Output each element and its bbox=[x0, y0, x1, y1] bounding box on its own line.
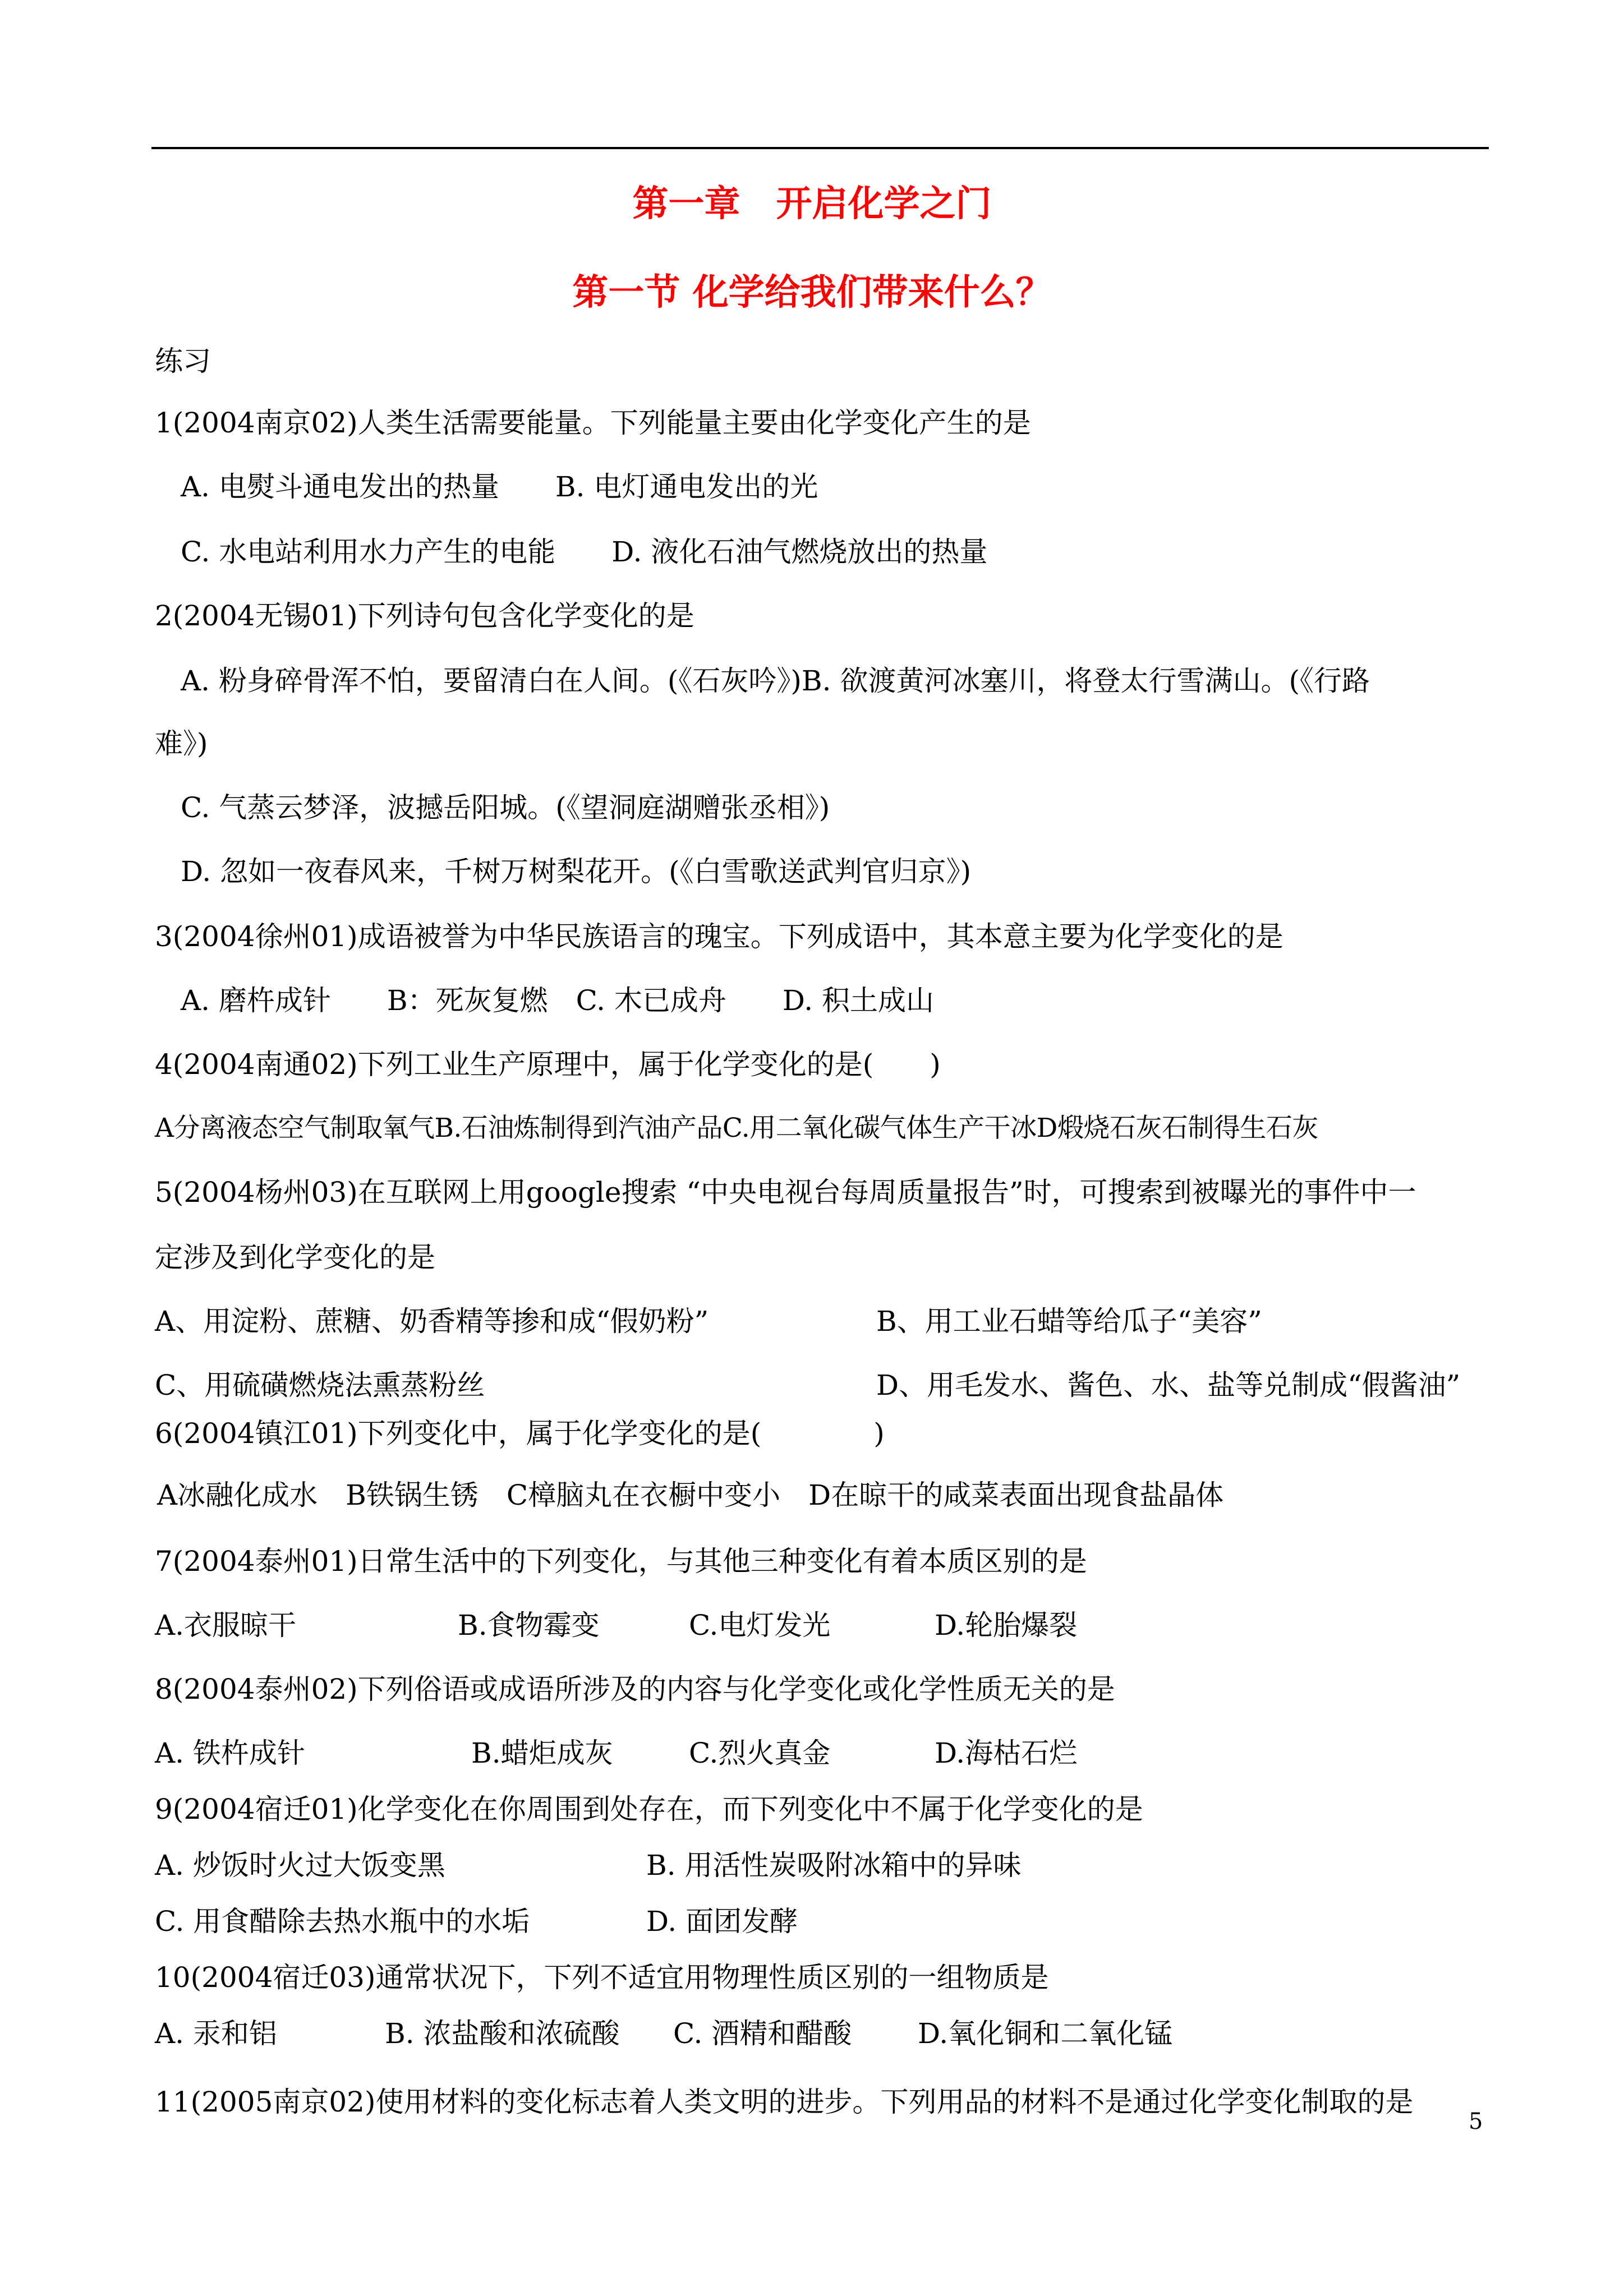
q8-option-b: B.蜡炬成灰 bbox=[471, 1737, 613, 1769]
q5-stem: 5(2004杨州03)在互联网上用google搜索 “中央电视台每周质量报告”时，可搜索到被曝光的事件中一 bbox=[155, 1176, 1416, 1209]
q4-options-line1: A分离液态空气制取氧气B.石油炼制得到汽油产品C.用二氧化碳气体生产干冰D煅烧石灰石制得生石灰 bbox=[155, 1113, 1318, 1144]
q5-option-a: A、用淀粉、蔗糖、奶香精等掺和成“假奶粉” bbox=[155, 1305, 709, 1338]
q10-option-a: A. 汞和铝 bbox=[155, 2017, 277, 2050]
chapter-title: 第一章 开启化学之门 bbox=[632, 183, 992, 225]
header-rule bbox=[151, 147, 1489, 149]
q8-option-c: C.烈火真金 bbox=[689, 1737, 831, 1769]
q7-stem: 7(2004泰州01)日常生活中的下列变化，与其他三种变化有着本质区别的是 bbox=[155, 1545, 1087, 1578]
q11-stem: 11(2005南京02)使用材料的变化标志着人类文明的进步。下列用品的材料不是通过化学变化制取的是 bbox=[155, 2086, 1414, 2118]
q2-stem: 2(2004无锡01)下列诗句包含化学变化的是 bbox=[155, 600, 694, 632]
q7-option-d: D.轮胎爆裂 bbox=[935, 1609, 1078, 1642]
q9-option-c: C. 用食醋除去热水瓶中的水垢 bbox=[155, 1905, 530, 1938]
q2-options-line1: A. 粉身碎骨浑不怕，要留清白在人间。(《石灰吟》)B. 欲渡黄河冰塞川，将登太行雪满山。(《行路 bbox=[181, 665, 1370, 697]
q7-option-c: C.电灯发光 bbox=[689, 1609, 831, 1642]
q8-option-a: A. 铁杵成针 bbox=[155, 1737, 305, 1769]
q10-stem: 10(2004宿迁03)通常状况下，下列不适宜用物理性质区别的一组物质是 bbox=[155, 1961, 1049, 1994]
q4-stem: 4(2004南通02)下列工业生产原理中，属于化学变化的是( ) bbox=[155, 1048, 941, 1081]
q10-option-b: B. 浓盐酸和浓硫酸 bbox=[385, 2017, 620, 2050]
q1-options-line1: A. 电熨斗通电发出的热量 B. 电灯通电发出的光 bbox=[181, 471, 818, 503]
q5-option-b: B、用工业石蜡等给瓜子“美容” bbox=[876, 1305, 1262, 1338]
q5-option-c: C、用硫磺燃烧法熏蒸粉丝 bbox=[155, 1369, 485, 1401]
q8-stem: 8(2004泰州02)下列俗语或成语所涉及的内容与化学变化或化学性质无关的是 bbox=[155, 1673, 1115, 1705]
q2-options-line1-cont: 难》) bbox=[155, 727, 208, 760]
q3-stem: 3(2004徐州01)成语被誉为中华民族语言的瑰宝。下列成语中，其本意主要为化学变化的是 bbox=[155, 920, 1283, 953]
q9-stem: 9(2004宿迁01)化学变化在你周围到处存在，而下列变化中不属于化学变化的是 bbox=[155, 1793, 1143, 1825]
q1-stem: 1(2004南京02)人类生活需要能量。下列能量主要由化学变化产生的是 bbox=[155, 407, 1031, 439]
q5-stem-cont: 定涉及到化学变化的是 bbox=[155, 1241, 435, 1274]
q7-option-b: B.食物霉变 bbox=[458, 1609, 600, 1642]
q6-options-line1: A冰融化成水 B铁锅生锈 C樟脑丸在衣橱中变小 D在晾干的咸菜表面出现食盐晶体 bbox=[157, 1479, 1224, 1511]
q2-options-line2: C. 气蒸云梦泽，波撼岳阳城。(《望洞庭湖赠张丞相》) bbox=[181, 791, 830, 824]
section-title: 第一节 化学给我们带来什么？ bbox=[572, 271, 1052, 313]
q1-options-line2: C. 水电站利用水力产生的电能 D. 液化石油气燃烧放出的热量 bbox=[181, 536, 988, 568]
q8-option-d: D.海枯石烂 bbox=[935, 1737, 1078, 1769]
q5-option-d: D、用毛发水、酱色、水、盐等兑制成“假酱油” bbox=[876, 1369, 1461, 1401]
q9-option-d: D. 面团发酵 bbox=[646, 1905, 798, 1938]
q6-stem: 6(2004镇江01)下列变化中，属于化学变化的是( ) bbox=[155, 1417, 885, 1450]
q7-option-a: A.衣服晾干 bbox=[155, 1609, 297, 1642]
q9-option-b: B. 用活性炭吸附冰箱中的异味 bbox=[646, 1849, 1022, 1882]
q10-option-d: D.氧化铜和二氧化锰 bbox=[918, 2017, 1173, 2050]
q9-option-a: A. 炒饭时火过大饭变黑 bbox=[155, 1849, 445, 1882]
page-number: 5 bbox=[1469, 2109, 1483, 2134]
q2-options-line3: D. 忽如一夜春风来，千树万树梨花开。(《白雪歌送武判官归京》) bbox=[181, 855, 972, 888]
q3-options-line1: A. 磨杵成针 B：死灰复燃 C. 木已成舟 D. 积土成山 bbox=[181, 984, 934, 1017]
q10-option-c: C. 酒精和醋酸 bbox=[673, 2017, 852, 2050]
exercise-label: 练习 bbox=[155, 345, 211, 377]
